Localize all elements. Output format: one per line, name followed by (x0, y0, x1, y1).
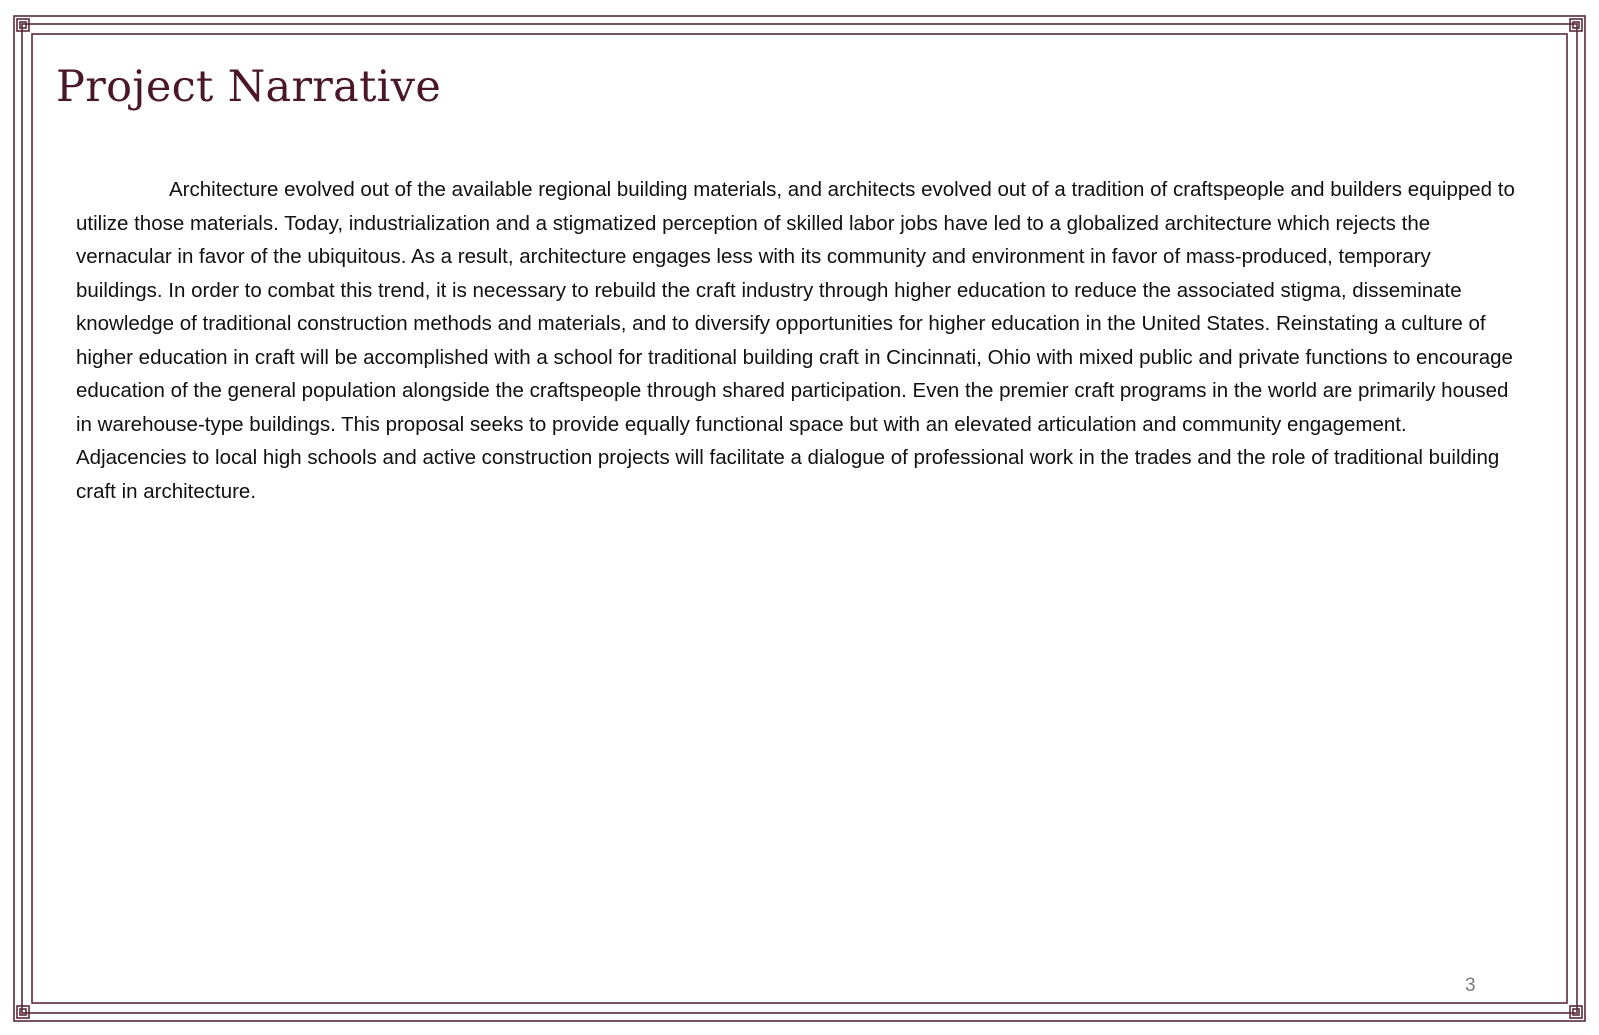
narrative-paragraph: Architecture evolved out of the available regional building materials, and architects evolved out of a tradition of craftspeople and builders equipped to utilize those materials. Today, industrialization and a stigmatized perception of skilled labor jobs have led to a globalized architecture which rejects the vernacular in favor of the ubiquitous. As a result, architecture engages less with its community and environment in favor of mass-produced, temporary buildings. In order to combat this trend, it is necessary to rebuild the craft industry through higher education to reduce the associated stigma, disseminate knowledge of traditional construction methods and materials, and to diversify opportunities for higher education in the United States. Reinstating a culture of higher education in craft will be accomplished with a school for traditional building craft in Cincinnati, Ohio with mixed public and private functions to encourage education of the general population alongside the craftspeople through shared participation. Even the premier craft programs in the world are primarily housed in warehouse-type buildings. This proposal seeks to provide equally functional space but with an elevated articulation and community engagement. Adjacencies to local high schools and active construction projects will facilitate a dialogue of professional work in the trades and the role of traditional building craft in architecture. (76, 178, 1515, 503)
page-number: 3 (1465, 975, 1476, 996)
page-title: Project Narrative (56, 62, 442, 112)
